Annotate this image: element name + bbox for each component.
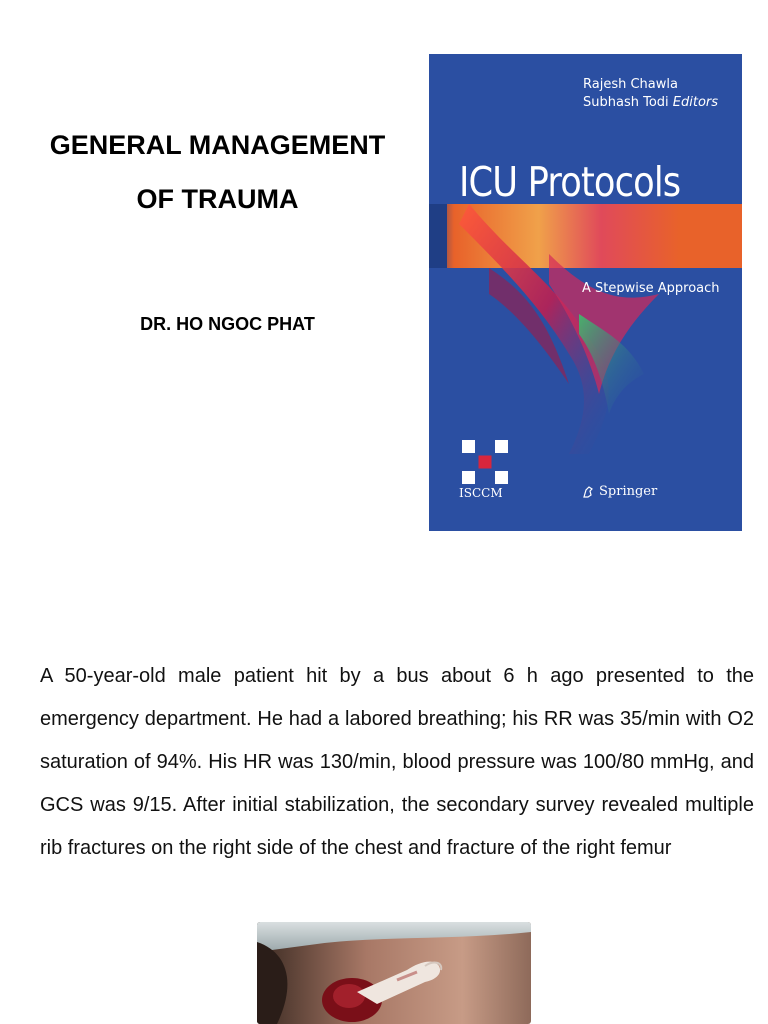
fracture-photo-graphic [257, 922, 531, 1024]
slide-title-line-2: OF TRAUMA [136, 184, 299, 214]
femur-fracture-photo [257, 922, 531, 1024]
cover-editor-2: Subhash Todi [583, 95, 669, 110]
cover-editors-label: Editors [672, 95, 719, 110]
cover-subtitle: A Stepwise Approach [582, 281, 720, 296]
isccm-logo-icon [461, 439, 509, 485]
cover-publisher [581, 484, 657, 499]
cover-logo-text: ISCCM [459, 486, 503, 500]
cover-book-title: ICU Protocols [459, 158, 681, 206]
book-cover-image [429, 54, 742, 531]
author-name: DR. HO NGOC PHAT [140, 314, 315, 334]
slide-title-line-1: GENERAL MANAGEMENT [49, 130, 386, 160]
springer-horse-icon [581, 485, 595, 499]
case-description: A 50-year-old male patient hit by a bus about 6 h ago presented to the emergency department. He had a labored breathing; his RR was 35/min with O2 saturation of 94%. His HR was 130/min, blood pressure was 100/80 mmHg, and GCS was 9/15. After initial stabilization, the secondary survey revealed multiple rib fractures on the right side of the chest and fracture of the right femur [40, 665, 754, 859]
cover-editors [583, 76, 718, 112]
cover-publisher-name: Springer [599, 484, 658, 499]
cover-editor-1: Rajesh Chawla [583, 77, 678, 92]
